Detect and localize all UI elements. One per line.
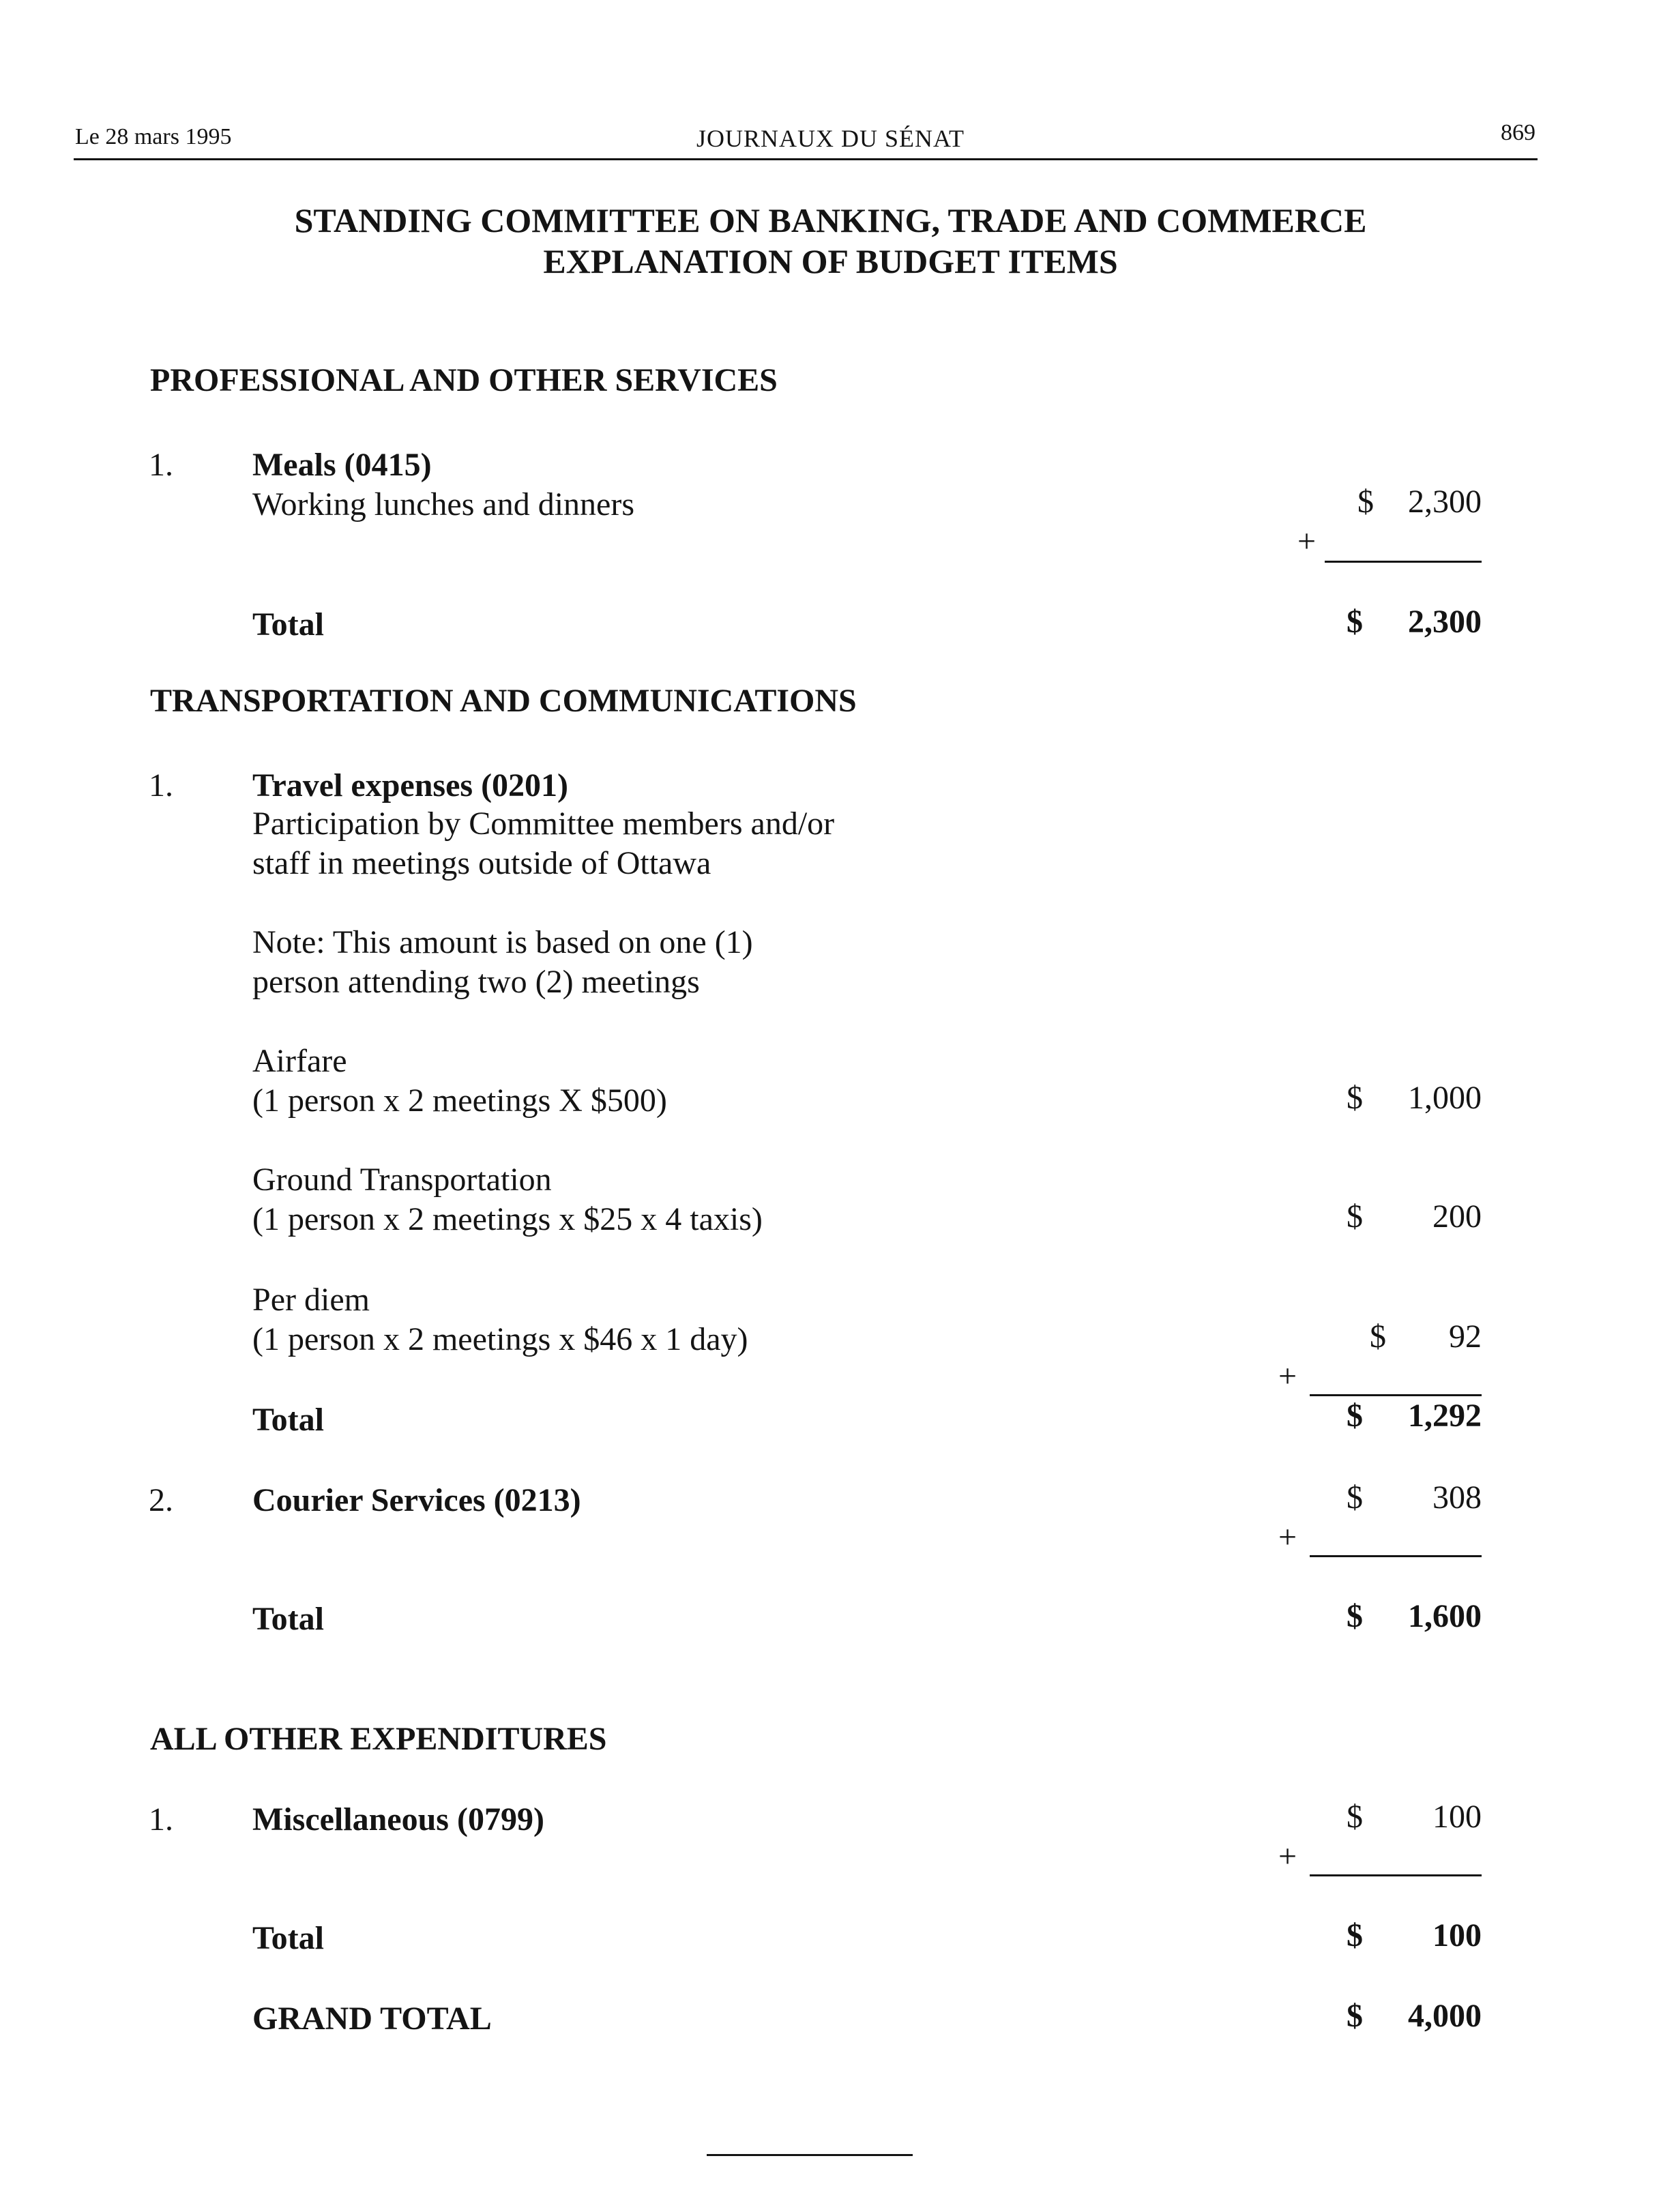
amount-airfare: 1,000 <box>1408 1080 1482 1116</box>
item-number: 1. <box>149 447 173 483</box>
amount-per-diem: 92 <box>1449 1318 1482 1355</box>
grand-total-amount: 4,000 <box>1408 1998 1482 2034</box>
subtotal-travel: 1,292 <box>1408 1398 1482 1434</box>
grand-total-label: GRAND TOTAL <box>252 2001 492 2037</box>
item-meals: Meals (0415) <box>252 447 432 483</box>
dollar-sign: $ <box>1347 1998 1363 2034</box>
total-transportation: 1,600 <box>1408 1598 1482 1634</box>
amount-miscellaneous: 100 <box>1432 1799 1482 1835</box>
airfare-calculation: (1 person x 2 meetings X $500) <box>252 1082 667 1119</box>
sum-rule <box>1310 1555 1482 1557</box>
document-title-line2: EXPLANATION OF BUDGET ITEMS <box>543 242 1118 280</box>
item-number: 1. <box>149 1801 173 1838</box>
plus-sign: + <box>1278 1838 1297 1874</box>
per-diem-label: Per diem <box>252 1282 370 1318</box>
header-rule <box>74 158 1538 160</box>
item-travel-expenses: Travel expenses (0201) <box>252 767 569 803</box>
sum-rule <box>1310 1394 1482 1396</box>
section-heading-transportation: TRANSPORTATION AND COMMUNICATIONS <box>150 683 857 719</box>
plus-sign: + <box>1297 523 1317 559</box>
travel-note-line2: person attending two (2) meetings <box>252 964 700 1000</box>
airfare-label: Airfare <box>252 1043 347 1079</box>
travel-note-line1: Note: This amount is based on one (1) <box>252 924 753 960</box>
dollar-sign: $ <box>1347 1080 1363 1116</box>
total-label: Total <box>252 1402 324 1438</box>
total-professional: 2,300 <box>1408 604 1482 640</box>
item-courier-services: Courier Services (0213) <box>252 1482 581 1518</box>
dollar-sign: $ <box>1347 604 1363 640</box>
amount-ground-transportation: 200 <box>1432 1198 1482 1235</box>
section-heading-professional: PROFESSIONAL AND OTHER SERVICES <box>150 362 778 398</box>
item-meals-description: Working lunches and dinners <box>252 486 635 522</box>
dollar-sign: $ <box>1357 484 1374 520</box>
dollar-sign: $ <box>1347 1598 1363 1634</box>
item-miscellaneous: Miscellaneous (0799) <box>252 1801 544 1838</box>
dollar-sign: $ <box>1370 1318 1386 1355</box>
plus-sign: + <box>1278 1519 1297 1555</box>
sum-rule <box>1310 1874 1482 1876</box>
section-heading-other: ALL OTHER EXPENDITURES <box>150 1721 607 1757</box>
header-journal: JOURNAUX DU SÉNAT <box>696 125 965 152</box>
closing-rule <box>707 2154 913 2156</box>
item-number: 1. <box>149 767 173 803</box>
dollar-sign: $ <box>1347 1917 1363 1953</box>
page-number: 869 <box>1501 120 1535 145</box>
dollar-sign: $ <box>1347 1799 1363 1835</box>
total-label: Total <box>252 606 324 643</box>
total-other: 100 <box>1432 1917 1482 1953</box>
amount-meals: 2,300 <box>1408 484 1482 520</box>
plus-sign: + <box>1278 1358 1297 1394</box>
sum-rule <box>1325 561 1482 563</box>
document-title-line1: STANDING COMMITTEE ON BANKING, TRADE AND COMMERCE <box>294 201 1367 239</box>
amount-courier: 308 <box>1432 1479 1482 1516</box>
dollar-sign: $ <box>1347 1198 1363 1235</box>
per-diem-calculation: (1 person x 2 meetings x $46 x 1 day) <box>252 1321 748 1357</box>
travel-description-line2: staff in meetings outside of Ottawa <box>252 845 711 881</box>
total-label: Total <box>252 1601 324 1637</box>
ground-transportation-label: Ground Transportation <box>252 1162 552 1198</box>
dollar-sign: $ <box>1347 1479 1363 1516</box>
total-label: Total <box>252 1920 324 1956</box>
ground-transportation-calculation: (1 person x 2 meetings x $25 x 4 taxis) <box>252 1201 763 1237</box>
travel-description-line1: Participation by Committee members and/or <box>252 806 835 842</box>
header-date: Le 28 mars 1995 <box>75 124 232 149</box>
item-number: 2. <box>149 1482 173 1518</box>
dollar-sign: $ <box>1347 1398 1363 1434</box>
